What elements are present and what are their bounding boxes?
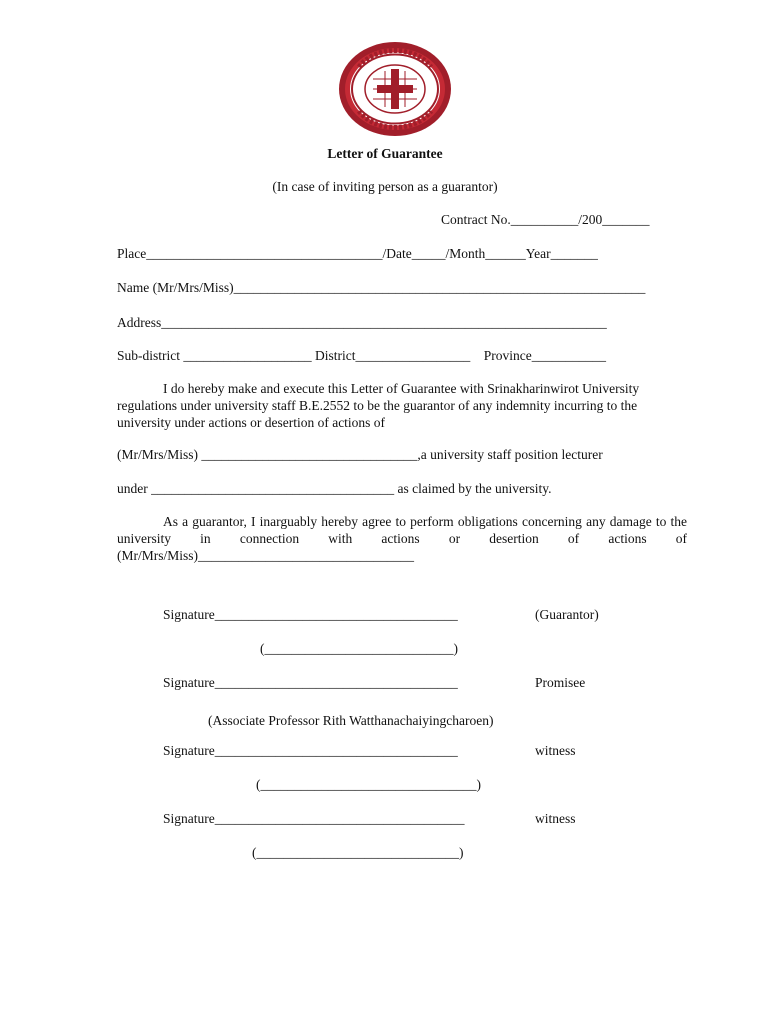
guarantor-name-line: (____________________________) (260, 641, 458, 656)
location-line: Sub-district ___________________ District_________________ Province___________ (117, 348, 606, 363)
witness1-name-line: (________________________________) (256, 777, 481, 792)
staff-line: (Mr/Mrs/Miss) ________________________________,a university staff position lecturer (117, 447, 603, 462)
contract-number-line: Contract No.__________/200_______ (441, 212, 650, 227)
witness2-name-line: (______________________________) (252, 845, 464, 860)
witness2-label: witness (535, 811, 576, 826)
university-seal-icon (336, 40, 454, 138)
witness2-signature-line: Signature_____________________________________ (163, 811, 465, 826)
document-title: Letter of Guarantee (327, 146, 443, 161)
name-line: Name (Mr/Mrs/Miss)_____________________________________________________________ (117, 280, 646, 295)
under-line: under ____________________________________ as claimed by the university. (117, 481, 552, 496)
guarantor-signature-line: Signature____________________________________ (163, 607, 458, 622)
promisee-name: (Associate Professor Rith Watthanachaiyingcharoen) (208, 713, 494, 728)
guarantor-label: (Guarantor) (535, 607, 599, 622)
promisee-label: Promisee (535, 675, 586, 690)
witness1-label: witness (535, 743, 576, 758)
obligation-paragraph: As a guarantor, I inarguably hereby agree to perform obligations concerning any damage to the university in connection with actions or desertion of actions of (Mr/Mrs/Miss)________________________________ (117, 514, 687, 563)
place-date-line: Place___________________________________/Date_____/Month______Year_______ (117, 246, 598, 261)
promisee-signature-line: Signature____________________________________ (163, 675, 458, 690)
address-line: Address__________________________________________________________________ (117, 315, 607, 330)
witness1-signature-line: Signature____________________________________ (163, 743, 458, 758)
guarantee-paragraph: I do hereby make and execute this Letter of Guarantee with Srinakharinwirot University regulations under university staff B.E.2552 to be the guarantor of any indemnity incurring to the university under actions or desertion of actions of (117, 381, 640, 430)
document-subtitle: (In case of inviting person as a guarantor) (272, 179, 498, 194)
